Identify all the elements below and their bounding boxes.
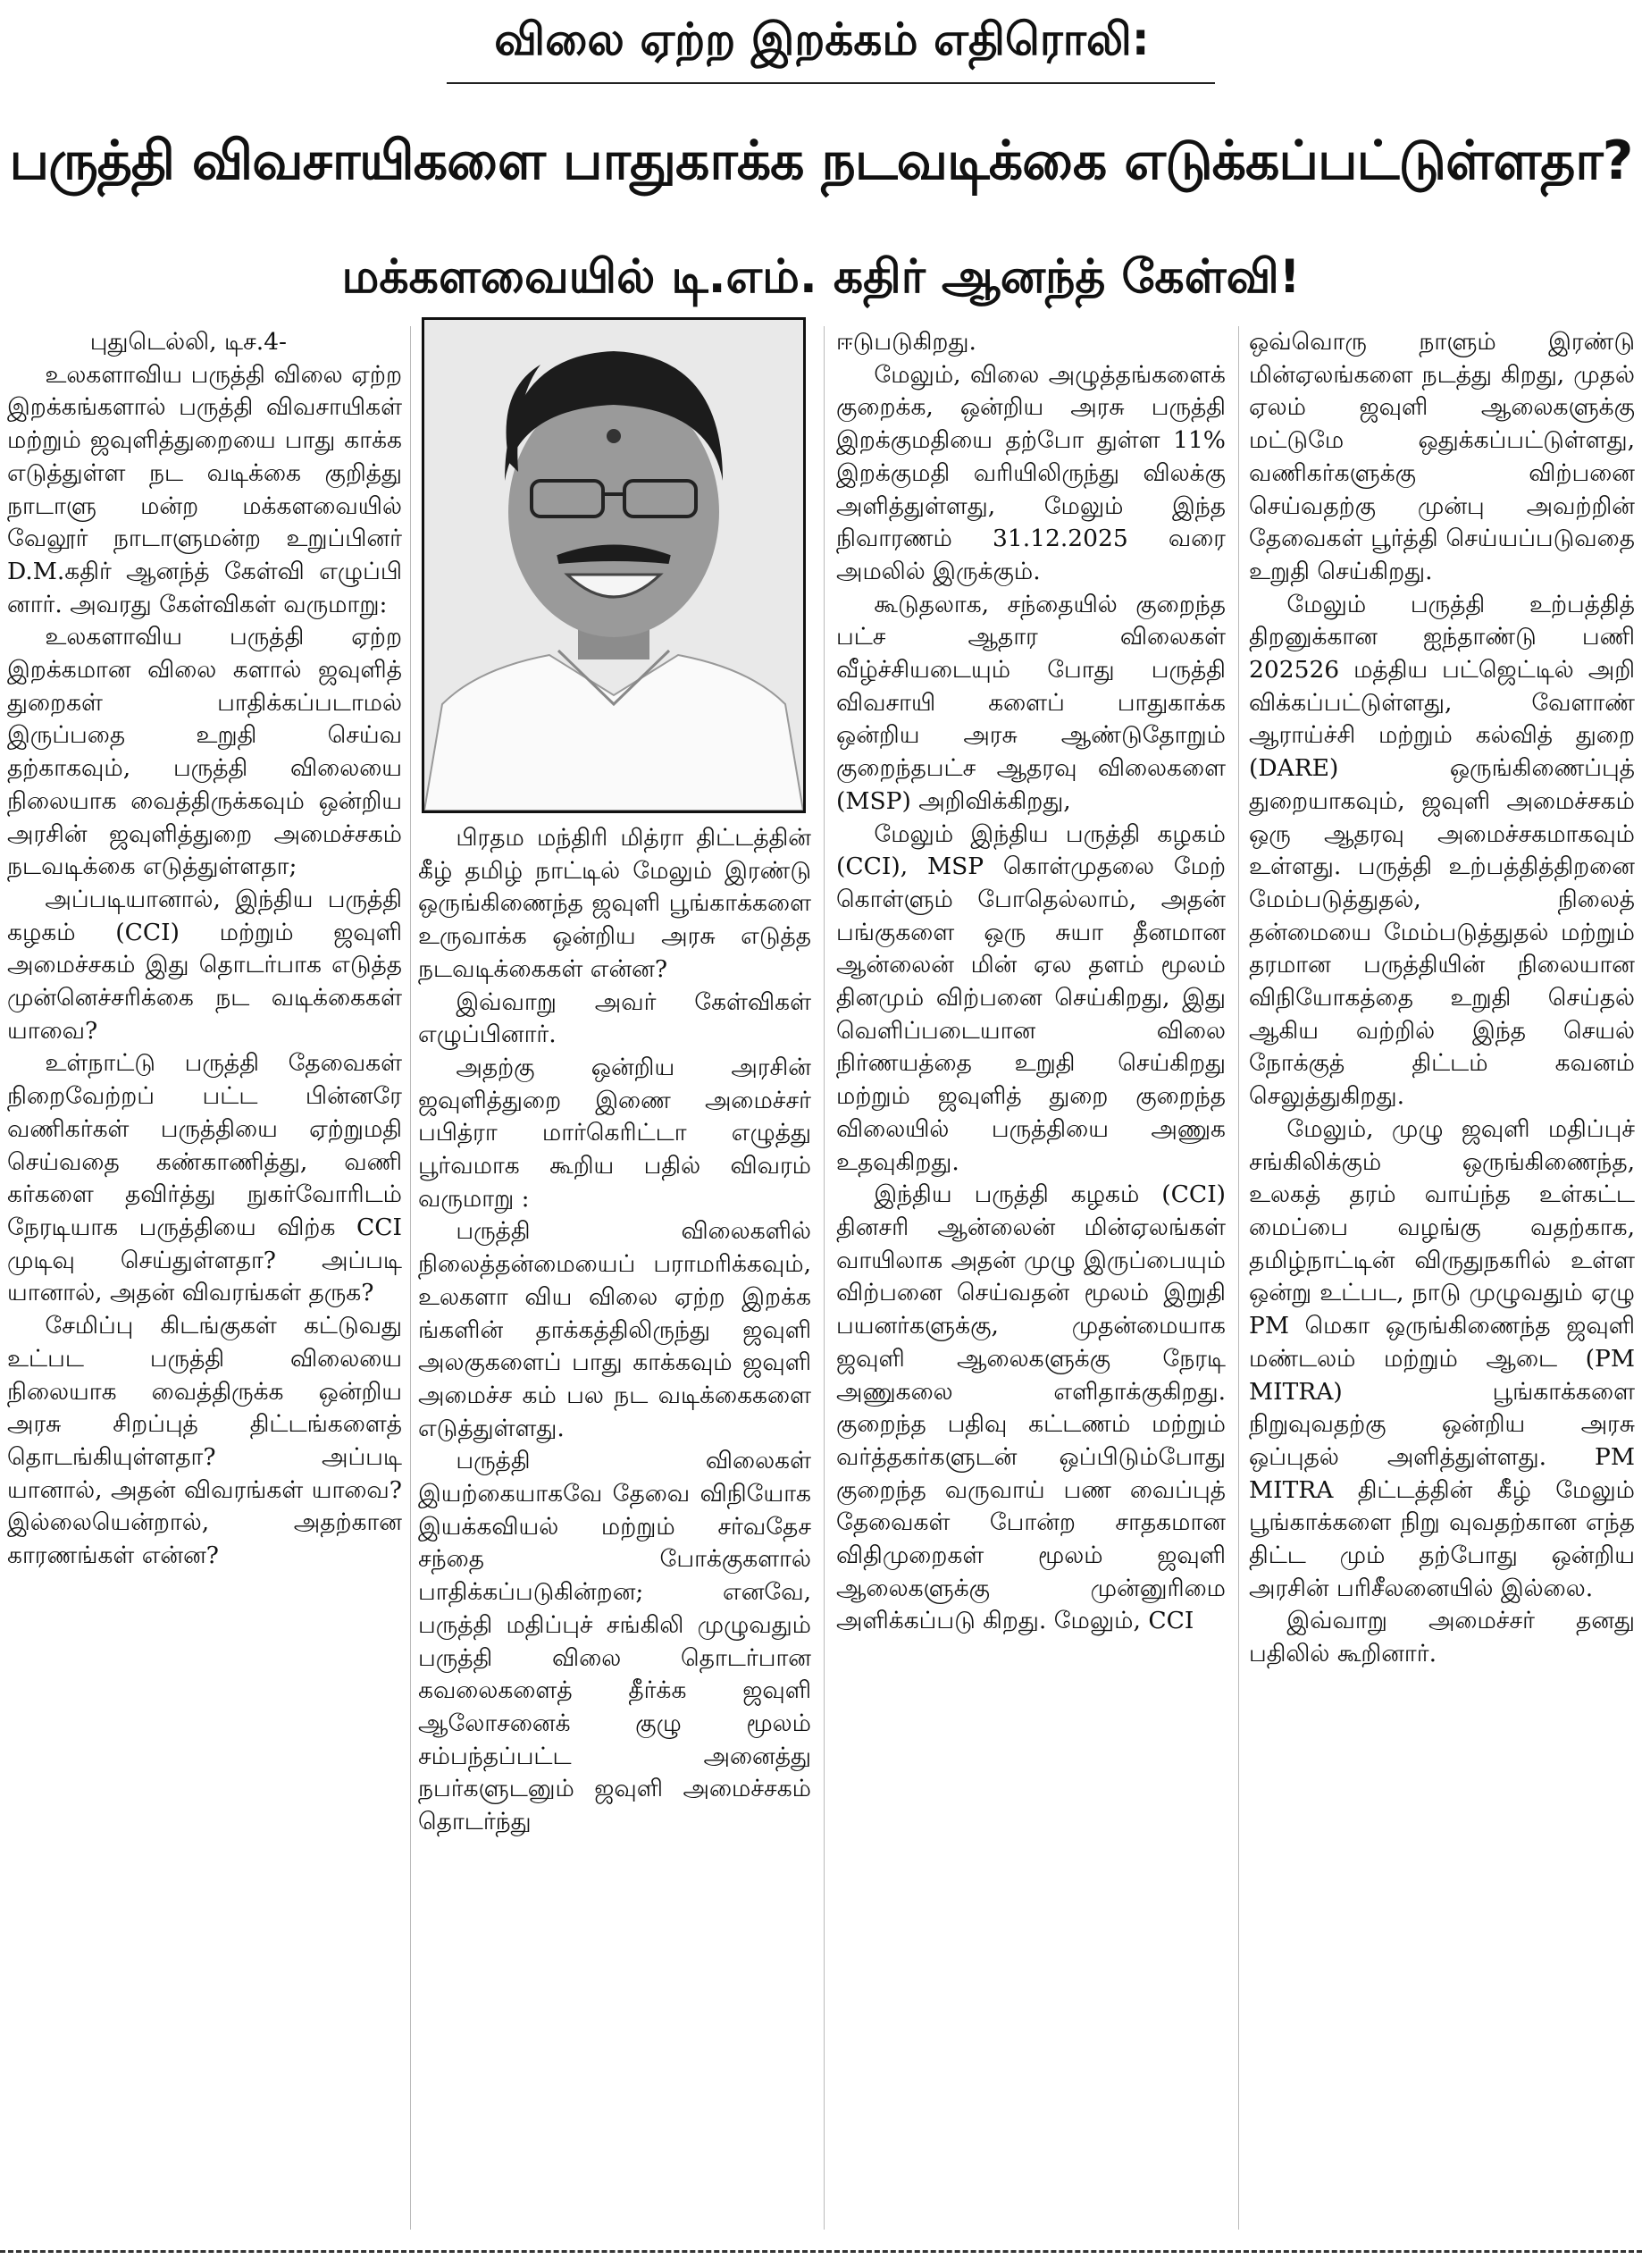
paragraph: மேலும் பருத்தி உற்பத்தித் திறனுக்கான ஐந்தாண்டு பணி 202526 மத்திய பட்ஜெட்டில் அறி விக்கப்பட்டுள்ளது, வேளாண் ஆராய்ச்சி மற்றும் கல்வித் துறை (DARE) ஒருங்கிணைப்புத் துறையாகவும், ஜவுளி அமைச்சகம் ஒரு ஆதரவு அமைச்சகமாகவும் உள்ளது. பருத்தி உற்பத்தித்திறனை மேம்படுத்துதல், நிலைத் தன்மையை மேம்படுத்துதல் மற்றும் தரமான பருத்தியின் நிலையான விநியோகத்தை உறுதி செய்தல் ஆகிய வற்றில் இந்த செயல் நோக்குத் திட்டம் கவனம் செலுத்துகிறது.: [1249, 590, 1635, 1111]
paragraph: பருத்தி விலைகளில் நிலைத்தன்மையைப் பராமரிக்கவும், உலகளா விய விலை ஏற்ற இறக்க ங்களின் தாக்கத்திலிருந்து ஜவுளி அலகுகளைப் பாது காக்கவும் ஜவுளி அமைச்ச கம் பல நட வடிக்கைகளை எடுத்துள்ளது.: [418, 1217, 811, 1442]
column-divider: [824, 326, 825, 2230]
kicker-rule: [447, 82, 1215, 84]
main-headline: பருத்தி விவசாயிகளை பாதுகாக்க நடவடிக்கை எடுக்கப்பட்டுள்ளதா?: [9, 130, 1633, 192]
kicker-headline: விலை ஏற்ற இறக்கம் எதிரொலி:: [494, 13, 1150, 65]
article-column-2: [418, 822, 811, 2234]
column-divider: [1238, 326, 1239, 2230]
paragraph: உள்நாட்டு பருத்தி தேவைகள் நிறைவேற்றப் பட்ட பின்னரே வணிகர்கள் பருத்தியை ஏற்றுமதி செய்வதை கண்காணித்து, வணி கர்களை தவிர்த்து நுகர்வோரிடம் நேரடியாக பருத்தியை விற்க CCI முடிவு செய்துள்ளதா? அப்படி யானால், அதன் விவரங்கள் தருக?: [7, 1049, 402, 1307]
dateline: புதுடெல்லி, டிச.4-: [89, 328, 288, 356]
paragraph: இந்திய பருத்தி கழகம் (CCI) தினசரி ஆன்லைன் மின்ஏலங்கள் வாயிலாக அதன் முழு இருப்பையும் விற்பனை செய்வதன் மூலம் இறுதி பயனர்களுக்கு, முதன்மையாக ஜவுளி ஆலைகளுக்கு நேரடி அணுகலை எளிதாக்குகிறது. குறைந்த பதிவு கட்டணம் மற்றும் வர்த்தகர்களுடன் ஒப்பிடும்போது குறைந்த வருவாய் பண வைப்புத் தேவைகள் போன்ற சாதகமான விதிமுறைகள் மூலம் ஜவுளி ஆலைகளுக்கு முன்னுரிமை அளிக்கப்படு கிறது. மேலும், CCI: [836, 1180, 1226, 1635]
paragraph: மேலும், முழு ஜவுளி மதிப்புச் சங்கிலிக்கும் ஒருங்கிணைந்த, உலகத் தரம் வாய்ந்த உள்கட்ட மைப்பை வழங்கு வதற்காக, தமிழ்நாட்டின் விருதுநகரில் உள்ள ஒன்று உட்பட, நாடு முழுவதும் ஏழு PM மெகா ஒருங்கிணைந்த ஜவுளி மண்டலம் மற்றும் ஆடை (PM MITRA) பூங்காக்களை நிறுவுவதற்கு ஒன்றிய அரசு ஒப்புதல் அளித்துள்ளது. PM MITRA திட்டத்தின் கீழ் மேலும் பூங்காக்களை நிறு வுவதற்கான எந்த திட்ட மும் தற்போது ஒன்றிய அரசின் பரிசீலனையில் இல்லை.: [1249, 1114, 1635, 1602]
paragraph: உலகளாவிய பருத்தி விலை ஏற்ற இறக்கங்களால் பருத்தி விவசாயிகள் மற்றும் ஜவுளித்துறையை பாது காக்க எடுத்துள்ள நட வடிக்கை குறித்து நாடாளு மன்ற மக்களவையில் வேலூர் நாடாளுமன்ற உறுப்பினர் D.M.கதிர் ஆனந்த் கேள்வி எழுப்பி னார். அவரது கேள்விகள் வருமாறு:: [7, 360, 402, 618]
paragraph: பருத்தி விலைகள் இயற்கையாகவே தேவை விநியோக இயக்கவியல் மற்றும் சர்வதேச சந்தை போக்குகளால் பாதிக்கப்படுகின்றன; எனவே, பருத்தி மதிப்புச் சங்கிலி முழுவதும் பருத்தி விலை தொடர்பான கவலைகளைத் தீர்க்க ஜவுளி ஆலோசனைக் குழு மூலம் சம்பந்தப்பட்ட அனைத்து நபர்களுடனும் ஜவுளி அமைச்சகம் தொடர்ந்து: [418, 1447, 811, 1836]
cut-line: [0, 2250, 1642, 2253]
article-column-1: [7, 326, 402, 2230]
paragraph: மேலும் இந்திய பருத்தி கழகம் (CCI), MSP கொள்முதலை மேற் கொள்ளும் போதெல்லாம், அதன் பங்குகளை ஒரு சுயா தீனமான ஆன்லைன் மின் ஏல தளம் மூலம் தினமும் விற்பனை செய்கிறது, இது வெளிப்படையான விலை நிர்ணயத்தை உறுதி செய்கிறது மற்றும் ஜவுளித் துறை குறைந்த விலையில் பருத்தியை அணுக உதவுகிறது.: [836, 819, 1226, 1176]
column-divider: [410, 326, 411, 2230]
paragraph: இவ்வாறு அவர் கேள்விகள் எழுப்பினார்.: [418, 987, 811, 1049]
paragraph: மேலும், விலை அழுத்தங்களைக் குறைக்க, ஒன்றிய அரசு பருத்தி இறக்குமதியை தற்போ துள்ள 11% இறக்குமதி வரியிலிருந்து விலக்கு அளித்துள்ளது, மேலும் இந்த நிவாரணம் 31.12.2025 வரை அமலில் இருக்கும்.: [836, 360, 1226, 585]
paragraph: அதற்கு ஒன்றிய அரசின் ஜவுளித்துறை இணை அமைச்சர் பபித்ரா மார்கெரிட்டா எழுத்து பூர்வமாக கூறிய பதில் விவரம் வருமாறு :: [418, 1053, 811, 1213]
article-column-4: [1249, 326, 1635, 2230]
paragraph: இவ்வாறு அமைச்சர் தனது பதிலில் கூறினார்.: [1249, 1607, 1635, 1668]
portrait-icon: [424, 320, 803, 811]
sub-headline: மக்களவையில் டி.எம். கதிர் ஆனந்த் கேள்வி!: [341, 250, 1301, 304]
paragraph: பிரதம மந்திரி மித்ரா திட்டத்தின் கீழ் தமிழ் நாட்டில் மேலும் இரண்டு ஒருங்கிணைந்த ஜவுளி பூங்காக்களை உருவாக்க ஒன்றிய அரசு எடுத்த நடவடிக்கைகள் என்ன?: [418, 824, 811, 983]
paragraph: உலகளாவிய பருத்தி ஏற்ற இறக்கமான விலை களால் ஜவுளித் துறைகள் பாதிக்கப்படாமல் இருப்பதை உறுதி செய்வ தற்காகவும், பருத்தி விலையை நிலையாக வைத்திருக்கவும் ஒன்றிய அரசின் ஜவுளித்துறை அமைச்சகம் நடவடிக்கை எடுத்துள்ளதா;: [7, 623, 402, 881]
paragraph: ஈடுபடுகிறது.: [836, 328, 976, 356]
paragraph: கூடுதலாக, சந்தையில் குறைந்த பட்ச ஆதார விலைகள் வீழ்ச்சியடையும் போது பருத்தி விவசாயி களைப் பாதுகாக்க ஒன்றிய அரசு ஆண்டுதோறும் குறைந்தபட்ச ஆதரவு விலைகளை (MSP) அறிவிக்கிறது,: [836, 590, 1226, 815]
portrait-photo: [422, 317, 806, 813]
article-column-3: [836, 326, 1226, 2230]
paragraph: ஒவ்வொரு நாளும் இரண்டு மின்ஏலங்களை நடத்து கிறது, முதல் ஏலம் ஜவுளி ஆலைகளுக்கு மட்டுமே ஒதுக்கப்பட்டுள்ளது, வணிகர்களுக்கு விற்பனை செய்வதற்கு முன்பு அவற்றின் தேவைகள் பூர்த்தி செய்யப்படுவதை உறுதி செய்கிறது.: [1249, 328, 1635, 585]
paragraph: அப்படியானால், இந்திய பருத்தி கழகம் (CCI) மற்றும் ஜவுளி அமைச்சகம் இது தொடர்பாக எடுத்த முன்னெச்சரிக்கை நட வடிக்கைகள் யாவை?: [7, 885, 402, 1045]
paragraph: சேமிப்பு கிடங்குகள் கட்டுவது உட்பட பருத்தி விலையை நிலையாக வைத்திருக்க ஒன்றிய அரசு சிறப்புத் திட்டங்களைத் தொடங்கியுள்ளதா? அப்படி யானால், அதன் விவரங்கள் யாவை? இல்லையென்றால், அதற்கான காரணங்கள் என்ன?: [7, 1312, 402, 1570]
